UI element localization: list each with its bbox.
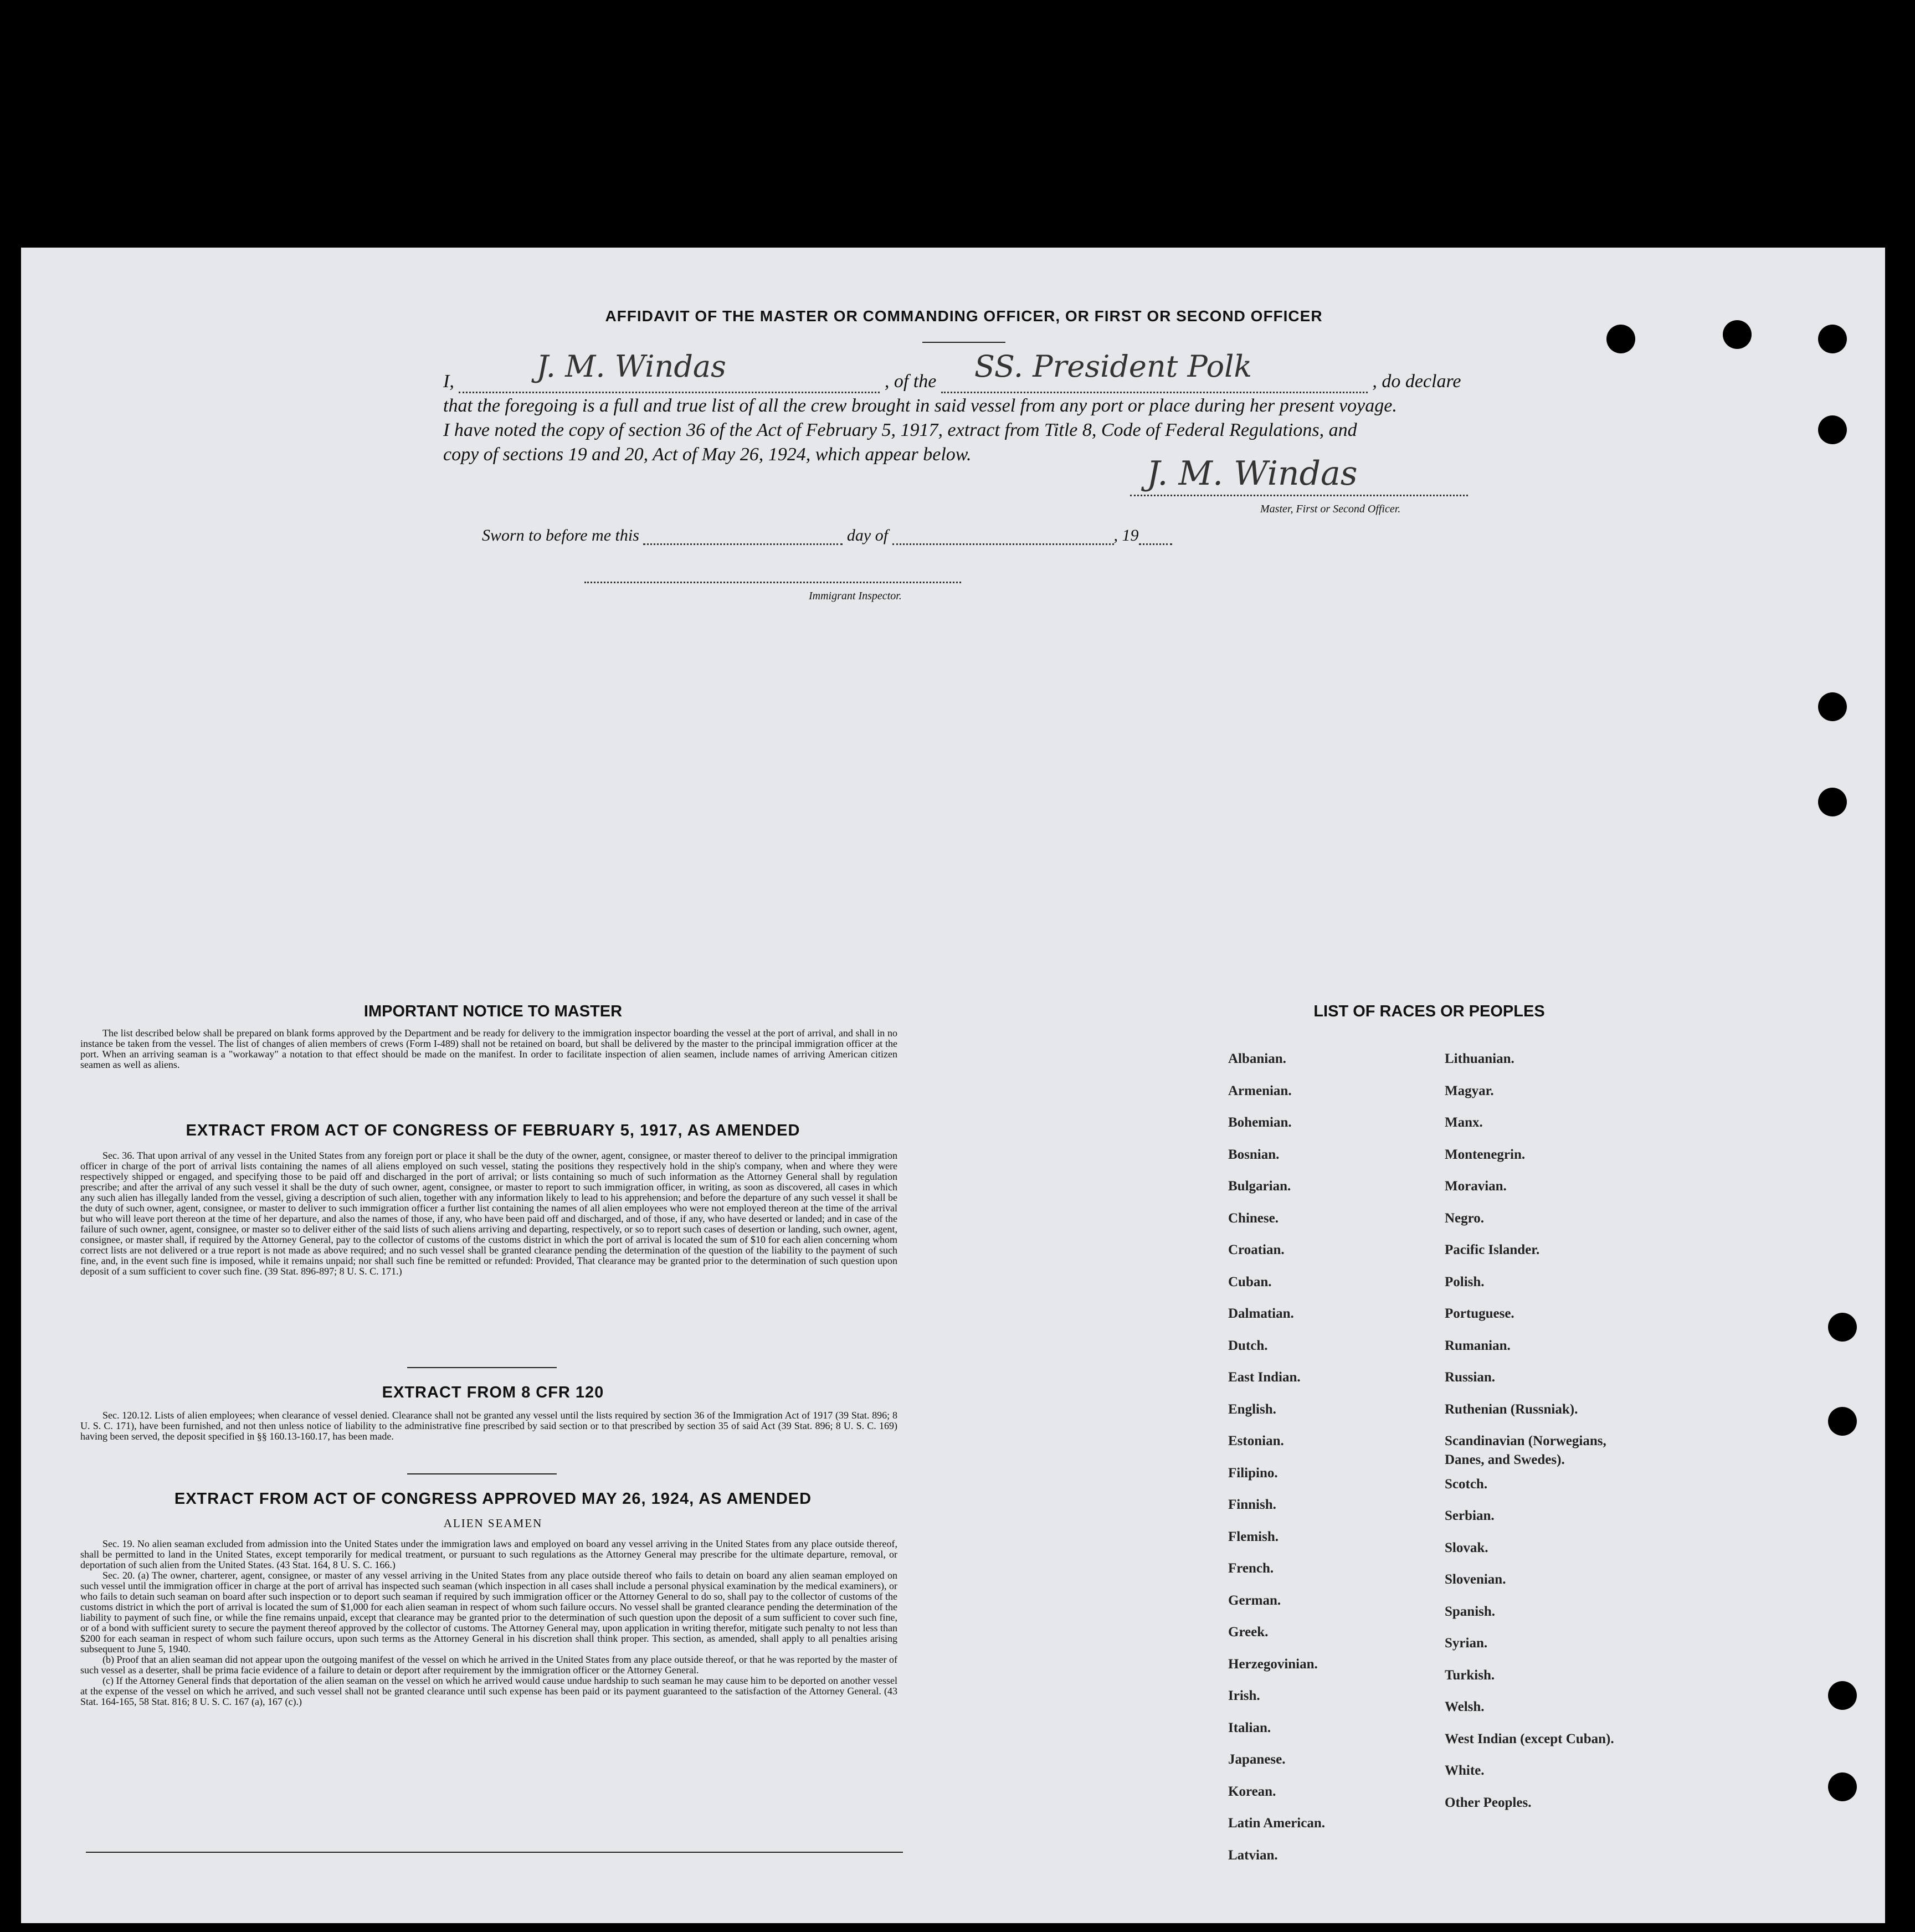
- punch-hole: [1818, 788, 1847, 816]
- punch-hole: [1818, 415, 1847, 444]
- race-item: Syrian.: [1445, 1636, 1488, 1651]
- race-item: Cuban.: [1228, 1275, 1272, 1289]
- race-item: Portuguese.: [1445, 1306, 1514, 1321]
- race-item: Serbian.: [1445, 1508, 1495, 1523]
- divider-2: [407, 1473, 557, 1474]
- race-item: Armenian.: [1228, 1083, 1292, 1098]
- race-item: West Indian (except Cuban).: [1445, 1731, 1614, 1746]
- race-item: Bosnian.: [1228, 1147, 1280, 1162]
- race-item: Herzegovinian.: [1228, 1657, 1318, 1672]
- extract-1924-sec20a: Sec. 20. (a) The owner, charterer, agent, consignee, or master of any vessel arriving in the United States from any place outside thereof who fails to detain on board any alien seaman employed on such vessel until the immigration officer in charge at the port of arrival has inspected such seaman (which inspection in all cases shall include a personal physical examination by the medical examiners), or who fails to detain such seaman on board after such inspection or to deport such seaman if required by such immigration officer or the Attorney General to do so, shall pay to the collector of customs of the customs district in which the port of arrival is located the sum of $1,000 for each alien seaman in respect of whom such failure occurs. No vessel shall be granted clearance pending the determination of the liability to payment of such fine, or while the fine remains unpaid, except that clearance may be granted prior to the determination of such question upon the deposit of a sum sufficient to cover such fine, or of a bond with sufficient surety to secure the payment thereof approved by the collector of customs. The Attorney General may, upon application in writing therefor, mitigate such penalty to not less than $200 for each seaman in respect of whom such failure occurs, upon such terms as the Attorney General in his discretion shall think proper. This section, as amended, shall apply to all penalties arising subsequent to June 5, 1940.: [80, 1570, 897, 1654]
- notice-title: IMPORTANT NOTICE TO MASTER: [363, 1003, 623, 1020]
- sworn-day-field: [643, 528, 843, 545]
- race-item: Other Peoples.: [1445, 1795, 1532, 1810]
- punch-hole: [1828, 1313, 1857, 1342]
- race-item: Welsh.: [1445, 1699, 1485, 1714]
- signature-caption: Master, First or Second Officer.: [1260, 503, 1401, 515]
- inspector-signature-line: [584, 582, 961, 583]
- race-item: Dutch.: [1228, 1338, 1268, 1353]
- race-item: Finnish.: [1228, 1497, 1276, 1512]
- race-item: Rumanian.: [1445, 1338, 1511, 1353]
- extract-1924-sec20b: (b) Proof that an alien seaman did not appear upon the outgoing manifest of the vessel on which he arrived in the United States from any place outside thereof, or that he was reported by the master of such vessel as a deserter, shall be prima facie evidence of a failure to detain or deport after requirement by the immigration officer or the Attorney General.: [80, 1654, 897, 1676]
- race-item: Latvian.: [1228, 1848, 1278, 1863]
- title-divider: [922, 342, 1005, 343]
- race-item: East Indian.: [1228, 1370, 1301, 1385]
- race-item: Bulgarian.: [1228, 1179, 1291, 1194]
- sworn-line: [482, 526, 1257, 545]
- race-item: Ruthenian (Russniak).: [1445, 1402, 1578, 1417]
- race-item: Pacific Islander.: [1445, 1242, 1540, 1257]
- extract-cfr-title: EXTRACT FROM 8 CFR 120: [382, 1384, 604, 1401]
- year-prefix: , 19: [1113, 526, 1139, 544]
- race-item: Flemish.: [1228, 1529, 1279, 1544]
- race-item: Slovak.: [1445, 1540, 1488, 1555]
- punch-hole: [1606, 325, 1635, 353]
- race-item: Bohemian.: [1228, 1115, 1292, 1130]
- punch-hole: [1828, 1681, 1857, 1710]
- race-item: Russian.: [1445, 1370, 1496, 1385]
- race-item: Estonian.: [1228, 1433, 1284, 1448]
- race-item: Dalmatian.: [1228, 1306, 1294, 1321]
- race-item: Negro.: [1445, 1211, 1485, 1226]
- race-item: Polish.: [1445, 1275, 1485, 1289]
- master-name-field: [459, 349, 880, 393]
- race-item: Latin American.: [1228, 1816, 1325, 1831]
- race-item: Scotch.: [1445, 1477, 1488, 1492]
- master-name-handwriting: J. M. Windas: [536, 349, 726, 384]
- race-item: Japanese.: [1228, 1752, 1286, 1767]
- punch-hole: [1818, 692, 1847, 721]
- sworn-month-field: [892, 528, 1114, 545]
- race-item: French.: [1228, 1561, 1274, 1576]
- extract-1924-title: EXTRACT FROM ACT OF CONGRESS APPROVED MAY 26, 1924, AS AMENDED: [174, 1490, 812, 1508]
- notice-body: [80, 1028, 897, 1070]
- extract-1924-sec19: Sec. 19. No alien seaman excluded from admission into the United States under the immigration laws and employed on board any vessel arriving in the United States from any place outside thereof, shall be permitted to land in the United States, except temporarily for medical treatment, or pursuant to such regulations as the Attorney General may prescribe for the ultimate departure, removal, or deportation of such alien from the United States. (43 Stat. 164, 8 U. S. C. 166.): [80, 1538, 897, 1570]
- race-item: Filipino.: [1228, 1466, 1278, 1481]
- punch-hole: [1723, 320, 1752, 349]
- affidavit-line-4: copy of sections 19 and 20, Act of May 26, 1924, which appear below.: [443, 444, 972, 465]
- notice-text: The list described below shall be prepared on blank forms approved by the Department and be ready for delivery to the immigration inspector boarding the vessel at the port of arrival, and shall in no instance be taken from the vessel. The list of changes of alien members of crews (Form I-489) shall not be retained on board, but shall be delivered by the master to the principal immigration officer at the port. When an arriving seaman is a "workaway" a notation to that effect should be made on the manifest. In order to facilitate inspection of alien seamen, include names of arriving American citizen seamen as well as aliens.: [80, 1027, 897, 1070]
- affidavit-line-3: I have noted the copy of section 36 of the Act of February 5, 1917, extract from Title 8, Code of Federal Regulations, and: [443, 420, 1357, 440]
- vessel-name-field: [941, 349, 1368, 393]
- race-item: Slovenian.: [1445, 1572, 1506, 1587]
- races-title: LIST OF RACES OR PEOPLES: [1313, 1003, 1545, 1020]
- race-item: Irish.: [1228, 1688, 1260, 1703]
- race-item: Korean.: [1228, 1784, 1276, 1799]
- vessel-name-handwriting: SS. President Polk: [974, 349, 1252, 384]
- race-item: Turkish.: [1445, 1668, 1495, 1683]
- i-label: I,: [443, 371, 454, 392]
- race-item: Albanian.: [1228, 1051, 1286, 1066]
- affidavit-line-2: that the foregoing is a full and true list of all the crew brought in said vessel from any port or place during her present voyage.: [443, 395, 1397, 416]
- race-item: English.: [1228, 1402, 1276, 1417]
- race-item: Moravian.: [1445, 1179, 1507, 1194]
- race-item: Chinese.: [1228, 1211, 1279, 1226]
- sworn-label: Sworn to before me this: [482, 526, 639, 544]
- extract-1924-sec20c: (c) If the Attorney General finds that deportation of the alien seaman on the vessel on which he arrived would cause undue hardship to such seaman he may cause him to be deported on another vessel at the expense of the vessel on which he arrived, and such vessel shall not be granted clearance until such expense has been paid or its payment guaranteed to the satisfaction of the Attorney General. (43 Stat. 164-165, 58 Stat. 816; 8 U. S. C. 167 (a), 167 (c).): [80, 1675, 897, 1707]
- do-declare-label: , do declare: [1372, 371, 1461, 392]
- race-item: Danes, and Swedes).: [1445, 1452, 1565, 1467]
- extract-1917-body: [80, 1150, 897, 1277]
- race-item: German.: [1228, 1593, 1281, 1608]
- master-signature: J. M. Windas: [1147, 454, 1358, 493]
- punch-hole: [1828, 1407, 1857, 1436]
- extract-1917-title: EXTRACT FROM ACT OF CONGRESS OF FEBRUARY 5, 1917, AS AMENDED: [186, 1122, 800, 1139]
- extract-1924-body: [80, 1539, 897, 1707]
- extract-1924-subtitle: ALIEN SEAMEN: [443, 1517, 543, 1530]
- race-item: Montenegrin.: [1445, 1147, 1526, 1162]
- race-item: Italian.: [1228, 1720, 1271, 1735]
- punch-hole: [1818, 325, 1847, 353]
- of-the-label: , of the: [884, 371, 937, 392]
- race-item: Scandinavian (Norwegians,: [1445, 1433, 1606, 1448]
- race-item: Magyar.: [1445, 1083, 1494, 1098]
- divider-1: [407, 1367, 557, 1368]
- punch-hole: [1828, 1772, 1857, 1801]
- affidavit-declaration-line: [443, 349, 1474, 393]
- race-item: Croatian.: [1228, 1242, 1285, 1257]
- sworn-year-field: [1139, 528, 1172, 545]
- inspector-caption: Immigrant Inspector.: [809, 590, 902, 602]
- signature-line: [1130, 495, 1468, 496]
- bottom-rule: [86, 1852, 903, 1853]
- extract-cfr-body: [80, 1410, 897, 1442]
- race-item: Manx.: [1445, 1115, 1483, 1130]
- extract-1917-sec36: Sec. 36. That upon arrival of any vessel in the United States from any foreign port or place it shall be the duty of the owner, agent, consignee, or master thereof to deliver to the principal immigration officer in charge of the port of arrival lists containing the names of all aliens employed on such vessel, stating the positions they respectively hold in the ship's company, when and where they were respectively shipped or engaged, and specifying those to be paid off and discharged in the port of arrival; or lists containing so much of such information as the Attorney General shall by regulation prescribe; and after the arrival of any such vessel it shall be the duty of such owner, agent, consignee, or master to report to such immigration officer, in writing, as soon as discovered, all cases in which any such alien has illegally landed from the vessel, giving a description of such alien, together with any information likely to lead to his apprehension; and before the departure of any such vessel it shall be the duty of such owner, agent, consignee, or master to deliver to such immigration officer a further list containing the names of all alien employees who were not employed thereon at the time of the arrival but who will leave port thereon at the time of her departure, and also the names of those, if any, who have been paid off and discharged, and of those, if any, who have deserted or landed; and in case of the failure of such owner, agent, consignee, or master so to deliver either of the said lists of such aliens arriving and departing, respectively, or so to report such cases of desertion or landing, such owner, agent, consignee, or master shall, if required by the Attorney General, pay to the collector of customs of the customs district in which the port of arrival is located the sum of $10 for each alien concerning whom correct lists are not delivered or a true report is not made as above required; and no such vessel shall be granted clearance pending the determination of the question of the liability to the payment of such fine, and, in the event such fine is imposed, while it remains unpaid; nor shall such fine be remitted or refunded: Provided, That clearance may be granted prior to the determination of such question upon deposit of a sum sufficient to cover such fine. (39 Stat. 896-897; 8 U. S. C. 171.): [80, 1150, 897, 1277]
- race-item: White.: [1445, 1763, 1485, 1778]
- day-of-label: day of: [846, 526, 889, 544]
- affidavit-title: AFFIDAVIT OF THE MASTER OR COMMANDING OFFICER, OR FIRST OR SECOND OFFICER: [605, 307, 1323, 325]
- race-item: Greek.: [1228, 1625, 1269, 1640]
- extract-cfr-sec120: Sec. 120.12. Lists of alien employees; when clearance of vessel denied. Clearance shall not be granted any vessel until the lists required by section 36 of the Immigration Act of 1917 (39 Stat. 896; 8 U. S. C. 171), have been furnished, and not then unless notice of liability to the administrative fine prescribed by said section or to that prescribed by section 35 of said Act (39 Stat. 896; 8 U. S. C. 169) having been served, the deposit specified in §§ 160.13-160.17, has been made.: [80, 1410, 897, 1442]
- race-item: Lithuanian.: [1445, 1051, 1514, 1066]
- race-item: Spanish.: [1445, 1604, 1496, 1619]
